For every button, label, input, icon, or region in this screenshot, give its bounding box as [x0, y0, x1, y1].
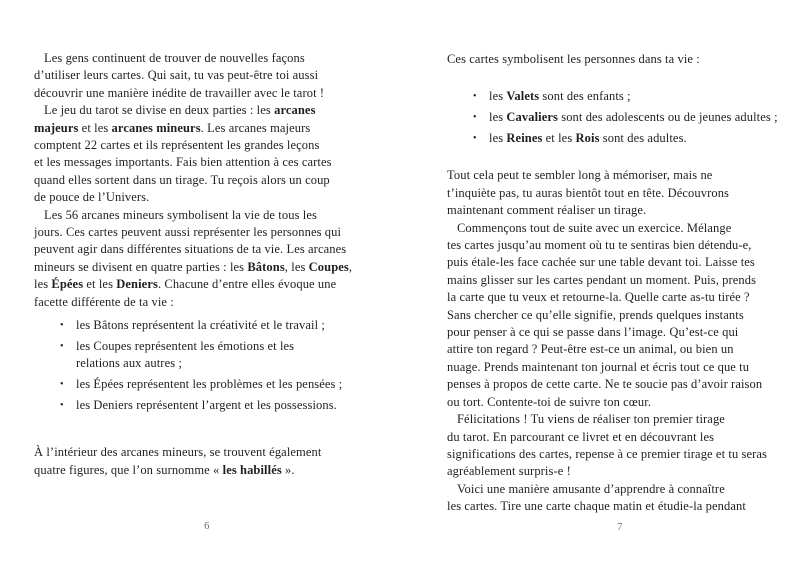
paragraph: Les gens continuent de trouver de nouvelles façons d’utiliser leurs cartes. Qui sait, tu vas peut-être toi aussi découvrir une manière inédite de travailler avec le tarot !: [34, 51, 325, 100]
bullet-dot-icon: •: [60, 341, 64, 353]
paragraph: Le jeu du tarot se divise en deux parties : les arcanes majeurs et les arcanes mineurs. Les arcanes majeurs comptent 22 cartes et ils représentent les grandes leçons et les messages importants. Fais bien attention à ces cartes quand elles sortent dans un tirage. Tu reçois alors un coup de pouce de l’Univers.: [34, 103, 332, 205]
bullet-dot-icon: •: [60, 320, 64, 332]
page-right: [447, 51, 793, 551]
paragraph: Tout cela peut te sembler long à mémoriser, mais ne t’inquiète pas, tu auras bientôt tout en tête. Découvrons maintenant comment réaliser un tirage.: [447, 168, 730, 218]
bullet-dot-icon: •: [473, 133, 477, 145]
closing-paragraph: À l’intérieur des arcanes mineurs, se trouvent également quatre figures, que l’on surnomme « les habillés ».: [34, 445, 322, 477]
bullet-item: [447, 88, 793, 105]
page-left: [34, 50, 380, 550]
bullet-item: [34, 376, 380, 393]
bullet-text: les Reines et les Rois sont des adultes.: [489, 131, 687, 146]
bullet-dot-icon: •: [473, 91, 477, 103]
bullet-text: les Cavaliers sont des adolescents ou de jeunes adultes ;: [489, 110, 778, 125]
bullet-text: les Valets sont des enfants ;: [489, 89, 631, 104]
paragraph: Voici une manière amusante d’apprendre à connaître les cartes. Tire une carte chaque matin et étudie-la pendant: [447, 481, 746, 514]
bullet-list: [447, 88, 793, 147]
bullet-item: [34, 338, 380, 372]
bullet-text: les Bâtons représentent la créativité et le travail ;: [76, 318, 325, 333]
bullet-list: [34, 317, 380, 414]
bullet-item: [34, 317, 380, 334]
page-number: 7: [617, 522, 623, 533]
bullet-item: [447, 109, 793, 126]
bullet-item: [447, 130, 793, 147]
paragraph: Les 56 arcanes mineurs symbolisent la vie de tous les jours. Ces cartes peuvent aussi représenter les personnes qui peuvent agir dans différentes situations de ta vie. Les arcanes mineurs se divisent en quatre parties : les Bâtons, les Coupes, les Épées et les Deniers. Chacune d’entre elles évoque une facette différente de ta vie :: [34, 207, 353, 309]
bullet-text: les Deniers représentent l’argent et les possessions.: [76, 398, 337, 413]
bullet-dot-icon: •: [60, 379, 64, 391]
bullet-text: les Épées représentent les problèmes et les pensées ;: [76, 377, 343, 392]
paragraph: Félicitations ! Tu viens de réaliser ton premier tirage du tarot. En parcourant ce livret et en découvrant les significations des cartes, repense à ce premier tirage et tu seras agréablement surpris-e !: [447, 412, 768, 479]
page-number: 6: [204, 521, 210, 532]
intro-paragraph: Ces cartes symbolisent les personnes dans ta vie :: [447, 52, 700, 66]
bullet-dot-icon: •: [60, 400, 64, 412]
bullet-text: les Coupes représentent les émotions et les relations aux autres ;: [76, 339, 295, 371]
paragraph: Commençons tout de suite avec un exercice. Mélange tes cartes jusqu’au moment où tu te sentiras bien détendu-e, puis étale-les face cachée sur une table devant toi. Laisse tes mains glisser sur les cartes pendant un moment. Puis, prends la carte que tu veux et retourne-la. Quelle carte as-tu tirée ? Sans chercher ce qu’elle signifie, prends quelques instants pour penser à ce qui se passe dans l’image. Qu’est-ce qui attire ton regard ? Peut-être est-ce un animal, ou bien un nuage. Prends maintenant ton journal et écris tout ce que tu penses à propos de cette carte. Ne te soucie pas d’avoir raison ou tort. Contente-toi de suivre ton cœur.: [447, 220, 763, 409]
bullet-item: [34, 397, 380, 414]
bullet-dot-icon: •: [473, 112, 477, 124]
